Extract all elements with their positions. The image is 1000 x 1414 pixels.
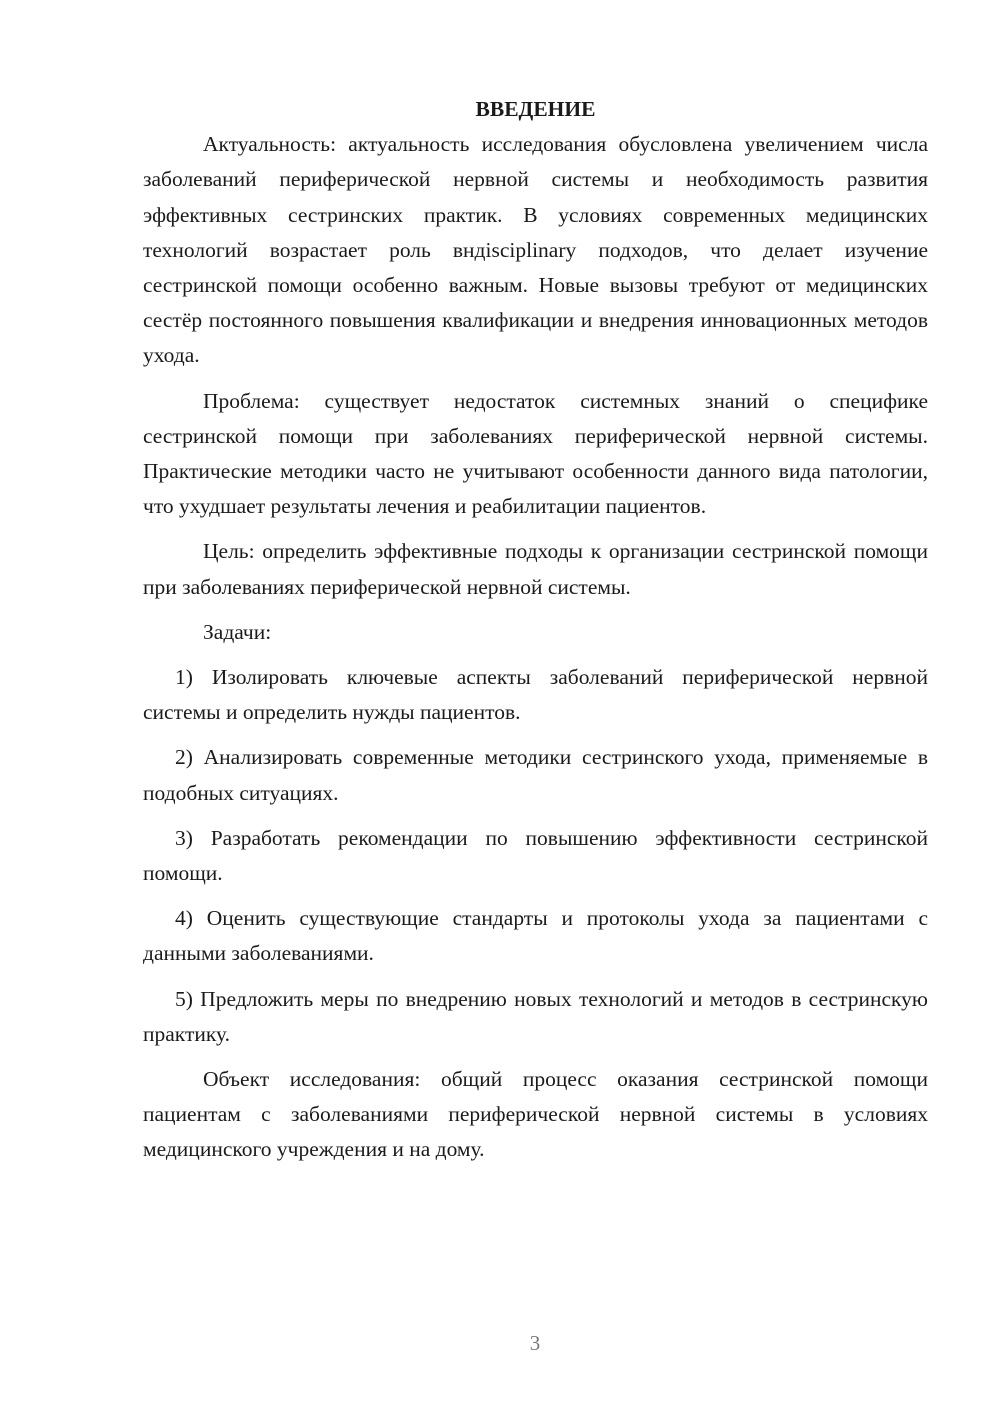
paragraph-relevance: Актуальность: актуальность исследования обусловлена увеличением числа заболеваний периферической нервной системы и необходимость развития эффективных сестринских практик. В условиях современных медицинских технологий возрастает роль вндisciplinary подходов, что делает изучение сестринской помощи особенно важным. Новые вызовы требуют от медицинских сестёр постоянного повышения квалификации и внедрения инновационных методов ухода. <box>143 132 928 368</box>
task-item-4: 4) Оценить существующие стандарты и протоколы ухода за пациентами с данными заболеваниями. <box>143 906 928 966</box>
task-item-1: 1) Изолировать ключевые аспекты заболеваний периферической нервной системы и определить нужды пациентов. <box>143 665 928 725</box>
task-item-3: 3) Разработать рекомендации по повышению эффективности сестринской помощи. <box>143 825 928 886</box>
tasks-label: Задачи: <box>203 619 272 644</box>
paragraph-object: Объект исследования: общий процесс оказания сестринской помощи пациентам с заболеваниями периферической нервной системы в условиях медицинского учреждения и на дому. <box>143 1067 928 1162</box>
task-item-5: 5) Предложить меры по внедрению новых технологий и методов в сестринскую практику. <box>143 986 928 1046</box>
section-title: ВВЕДЕНИЕ <box>475 97 596 121</box>
task-item-2: 2) Анализировать современные методики сестринского ухода, применяемые в подобных ситуациях. <box>143 745 928 805</box>
paragraph-goal: Цель: определить эффективные подходы к организации сестринской помощи при заболеваниях периферической нервной системы. <box>143 539 928 599</box>
page-number: 3 <box>529 1331 541 1355</box>
page-content <box>143 92 928 1168</box>
paragraph-problem: Проблема: существует недостаток системных знаний о специфике сестринской помощи при заболеваниях периферической нервной системы. Практические методики часто не учитывают особенности данного вида патологии, что ухудшает результаты лечения и реабилитации пациентов. <box>143 388 928 519</box>
